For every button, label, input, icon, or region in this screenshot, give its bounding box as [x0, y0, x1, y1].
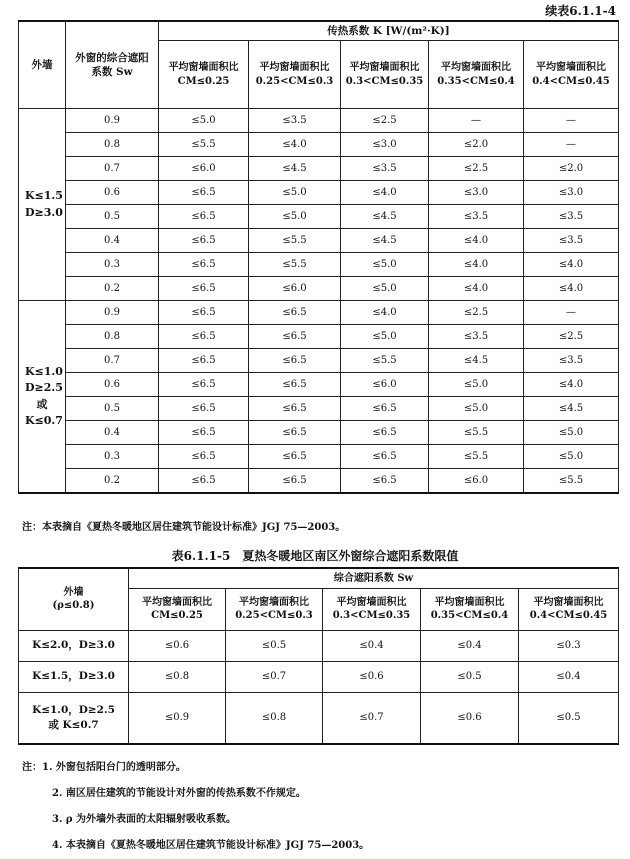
sw-cell: 0.9	[66, 301, 159, 325]
k-value-cell: ≤6.5	[159, 421, 249, 445]
wall-header-sub: (ρ≤0.8)	[52, 600, 95, 612]
k-value-cell: ≤3.5	[524, 205, 619, 229]
k-value-cell: ≤6.5	[159, 373, 249, 397]
ratio-header: 平均窗墙面积比 0.3<CM≤0.35	[323, 588, 421, 630]
ratio-header: 平均窗墙面积比 0.4<CM≤0.45	[519, 588, 619, 630]
sw-cell: 0.8	[66, 325, 159, 349]
sw-cell: 0.6	[66, 181, 159, 205]
sw-value-cell: ≤0.5	[519, 692, 619, 744]
k-value-cell: ≤5.0	[249, 205, 341, 229]
k-value-cell: ≤4.0	[429, 229, 524, 253]
sw-cell: 0.4	[66, 421, 159, 445]
k-value-cell: ≤4.0	[341, 181, 429, 205]
ratio-header: 平均窗墙面积比 0.4<CM≤0.45	[524, 41, 619, 109]
k-value-cell: ≤4.0	[524, 373, 619, 397]
k-value-cell: ≤6.5	[159, 445, 249, 469]
sw-value-cell: ≤0.3	[519, 630, 619, 661]
k-value-cell: ≤6.0	[249, 277, 341, 301]
sw-cell: 0.3	[66, 253, 159, 277]
ratio-header: 平均窗墙面积比 0.25<CM≤0.3	[249, 41, 341, 109]
k-value-cell: ≤5.0	[429, 397, 524, 421]
sw-cell: 0.2	[66, 277, 159, 301]
k-value-cell: ≤4.0	[429, 277, 524, 301]
wall-header	[19, 568, 129, 630]
k-value-cell: ≤4.5	[249, 157, 341, 181]
wall-condition-cell: K≤2.0，D≥3.0	[19, 630, 129, 661]
k-value-cell: ≤6.5	[341, 469, 429, 494]
k-value-cell: ≤4.0	[249, 133, 341, 157]
sw-cell: 0.7	[66, 157, 159, 181]
wall-condition-cell: K≤1.0，D≥2.5 或 K≤0.7	[19, 692, 129, 744]
table-row	[19, 109, 619, 133]
k-value-cell: ≤6.0	[341, 373, 429, 397]
k-value-cell: ≤5.5	[341, 349, 429, 373]
ratio-header: 平均窗墙面积比 CM≤0.25	[159, 41, 249, 109]
note-2: 2. 南区居住建筑的节能设计对外窗的传热系数不作规定。	[52, 788, 306, 799]
sw-cell: 0.2	[66, 469, 159, 494]
table-row	[19, 277, 619, 301]
k-value-cell: ≤6.5	[249, 373, 341, 397]
k-value-cell: ≤6.5	[249, 397, 341, 421]
sw-value-cell: ≤0.8	[129, 661, 226, 692]
k-value-cell: ≤4.0	[524, 277, 619, 301]
k-value-cell: ≤2.0	[429, 133, 524, 157]
wall-header: 外墙	[19, 21, 66, 109]
sw-value-cell: ≤0.5	[421, 661, 519, 692]
k-value-cell: ≤3.0	[524, 181, 619, 205]
k-value-cell: ≤5.5	[249, 253, 341, 277]
k-value-cell: ≤4.5	[429, 349, 524, 373]
sw-cell: 0.4	[66, 229, 159, 253]
sw-value-cell: ≤0.4	[421, 630, 519, 661]
k-value-cell: ≤6.0	[159, 157, 249, 181]
table-row	[19, 630, 619, 661]
k-value-cell: ≤5.5	[429, 421, 524, 445]
k-value-cell: ≤4.0	[341, 301, 429, 325]
k-value-cell: ≤6.5	[159, 253, 249, 277]
table1-note: 注：本表摘自《夏热冬暖地区居住建筑节能设计标准》JGJ 75—2003。	[22, 522, 346, 533]
k-value-cell: ≤5.0	[341, 253, 429, 277]
window-k-limit-table	[18, 20, 619, 494]
k-value-cell: ≤6.5	[159, 277, 249, 301]
table-row	[19, 229, 619, 253]
sw-cell: 0.6	[66, 373, 159, 397]
k-value-cell: ≤3.5	[249, 109, 341, 133]
k-value-cell: ≤5.0	[159, 109, 249, 133]
k-value-cell: ≤5.5	[524, 469, 619, 494]
k-value-cell: ≤4.5	[524, 397, 619, 421]
k-value-cell: ≤5.0	[341, 325, 429, 349]
table-row	[19, 133, 619, 157]
k-value-cell: ≤3.5	[524, 349, 619, 373]
sw-header: 外窗的综合遮阳系数 Sw	[66, 21, 159, 109]
shading-coefficient-table	[18, 567, 619, 745]
sw-value-cell: ≤0.4	[519, 661, 619, 692]
ratio-header: 平均窗墙面积比 0.3<CM≤0.35	[341, 41, 429, 109]
k-value-cell: —	[524, 301, 619, 325]
k-value-cell: ≤5.5	[249, 229, 341, 253]
k-value-cell: ≤6.5	[341, 397, 429, 421]
sw-cell: 0.7	[66, 349, 159, 373]
k-value-cell: ≤4.0	[429, 253, 524, 277]
k-value-cell: ≤6.5	[249, 445, 341, 469]
ratio-header: 平均窗墙面积比 CM≤0.25	[129, 588, 226, 630]
k-value-cell: ≤6.5	[249, 469, 341, 494]
note-1: 注：1. 外窗包括阳台门的透明部分。	[22, 762, 186, 773]
k-value-cell: ≤5.0	[249, 181, 341, 205]
k-value-cell: ≤5.0	[341, 277, 429, 301]
k-value-cell: ≤5.5	[429, 445, 524, 469]
table-row	[19, 661, 619, 692]
k-value-cell: ≤3.5	[341, 157, 429, 181]
wall-condition-cell: K≤1.5，D≥3.0	[19, 661, 129, 692]
k-value-cell: ≤6.5	[159, 229, 249, 253]
table-row	[19, 181, 619, 205]
k-value-cell: ≤5.0	[429, 373, 524, 397]
sw-value-cell: ≤0.6	[129, 630, 226, 661]
k-value-cell: ≤6.5	[159, 397, 249, 421]
k-value-cell: ≤5.5	[159, 133, 249, 157]
continued-table-label: 续表6.1.1-4	[545, 4, 616, 18]
k-value-cell: ≤2.5	[429, 157, 524, 181]
k-value-cell: ≤4.5	[341, 205, 429, 229]
sw-cell: 0.5	[66, 397, 159, 421]
k-value-cell: ≤5.0	[524, 421, 619, 445]
k-value-cell: ≤3.0	[429, 181, 524, 205]
k-value-cell: ≤4.0	[524, 253, 619, 277]
k-value-cell: ≤6.5	[159, 325, 249, 349]
sw-value-cell: ≤0.7	[226, 661, 323, 692]
table-row	[19, 421, 619, 445]
k-value-cell: ≤6.5	[159, 205, 249, 229]
wall-group-label: K≤1.0 D≥2.5 或 K≤0.7	[19, 301, 66, 494]
sw-value-cell: ≤0.5	[226, 630, 323, 661]
k-value-cell: ≤2.0	[524, 157, 619, 181]
k-value-cell: ≤2.5	[341, 109, 429, 133]
table2-title: 表6.1.1-5 夏热冬暖地区南区外窗综合遮阳系数限值	[171, 549, 459, 563]
k-value-cell: ≤6.5	[159, 181, 249, 205]
sw-header: 综合遮阳系数 Sw	[129, 568, 619, 588]
k-value-cell: ≤2.5	[429, 301, 524, 325]
k-value-cell: ≤6.5	[159, 469, 249, 494]
k-header: 传热系数 K [W/(m²·K)]	[159, 21, 619, 41]
table-row	[19, 325, 619, 349]
k-value-cell: ≤2.5	[524, 325, 619, 349]
k-value-cell: —	[524, 133, 619, 157]
k-value-cell: —	[429, 109, 524, 133]
sw-value-cell: ≤0.6	[421, 692, 519, 744]
sw-cell: 0.8	[66, 133, 159, 157]
table2-notes	[22, 755, 369, 859]
ratio-header: 平均窗墙面积比 0.25<CM≤0.3	[226, 588, 323, 630]
sw-value-cell: ≤0.9	[129, 692, 226, 744]
note-3: 3. ρ 为外墙外表面的太阳辐射吸收系数。	[52, 814, 237, 825]
wall-group-label: K≤1.5 D≥3.0	[19, 109, 66, 301]
k-value-cell: ≤3.0	[341, 133, 429, 157]
table-row	[19, 445, 619, 469]
table-row	[19, 692, 619, 744]
note-4: 4. 本表摘自《夏热冬暖地区居住建筑节能设计标准》JGJ 75—2003。	[52, 840, 370, 851]
k-value-cell: ≤5.0	[524, 445, 619, 469]
table-row	[19, 157, 619, 181]
k-value-cell: ≤6.5	[249, 421, 341, 445]
ratio-header: 平均窗墙面积比 0.35<CM≤0.4	[421, 588, 519, 630]
sw-value-cell: ≤0.8	[226, 692, 323, 744]
k-value-cell: ≤6.5	[249, 301, 341, 325]
k-value-cell: ≤3.5	[429, 325, 524, 349]
k-value-cell: ≤6.5	[249, 349, 341, 373]
k-value-cell: ≤3.5	[429, 205, 524, 229]
k-value-cell: ≤6.5	[159, 301, 249, 325]
k-value-cell: ≤6.5	[341, 421, 429, 445]
table-row	[19, 373, 619, 397]
sw-cell: 0.3	[66, 445, 159, 469]
table-row	[19, 205, 619, 229]
k-value-cell: ≤4.5	[341, 229, 429, 253]
k-value-cell: ≤3.5	[524, 229, 619, 253]
k-value-cell: ≤6.5	[249, 325, 341, 349]
sw-cell: 0.9	[66, 109, 159, 133]
k-value-cell: ≤6.0	[429, 469, 524, 494]
table-row	[19, 349, 619, 373]
table-row	[19, 469, 619, 494]
k-value-cell: —	[524, 109, 619, 133]
table-row	[19, 301, 619, 325]
k-value-cell: ≤6.5	[159, 349, 249, 373]
k-value-cell: ≤6.5	[341, 445, 429, 469]
sw-value-cell: ≤0.4	[323, 630, 421, 661]
table-row	[19, 253, 619, 277]
sw-value-cell: ≤0.6	[323, 661, 421, 692]
wall-header-label: 外墙	[63, 586, 84, 598]
table-row	[19, 397, 619, 421]
sw-cell: 0.5	[66, 205, 159, 229]
sw-value-cell: ≤0.7	[323, 692, 421, 744]
ratio-header: 平均窗墙面积比 0.35<CM≤0.4	[429, 41, 524, 109]
